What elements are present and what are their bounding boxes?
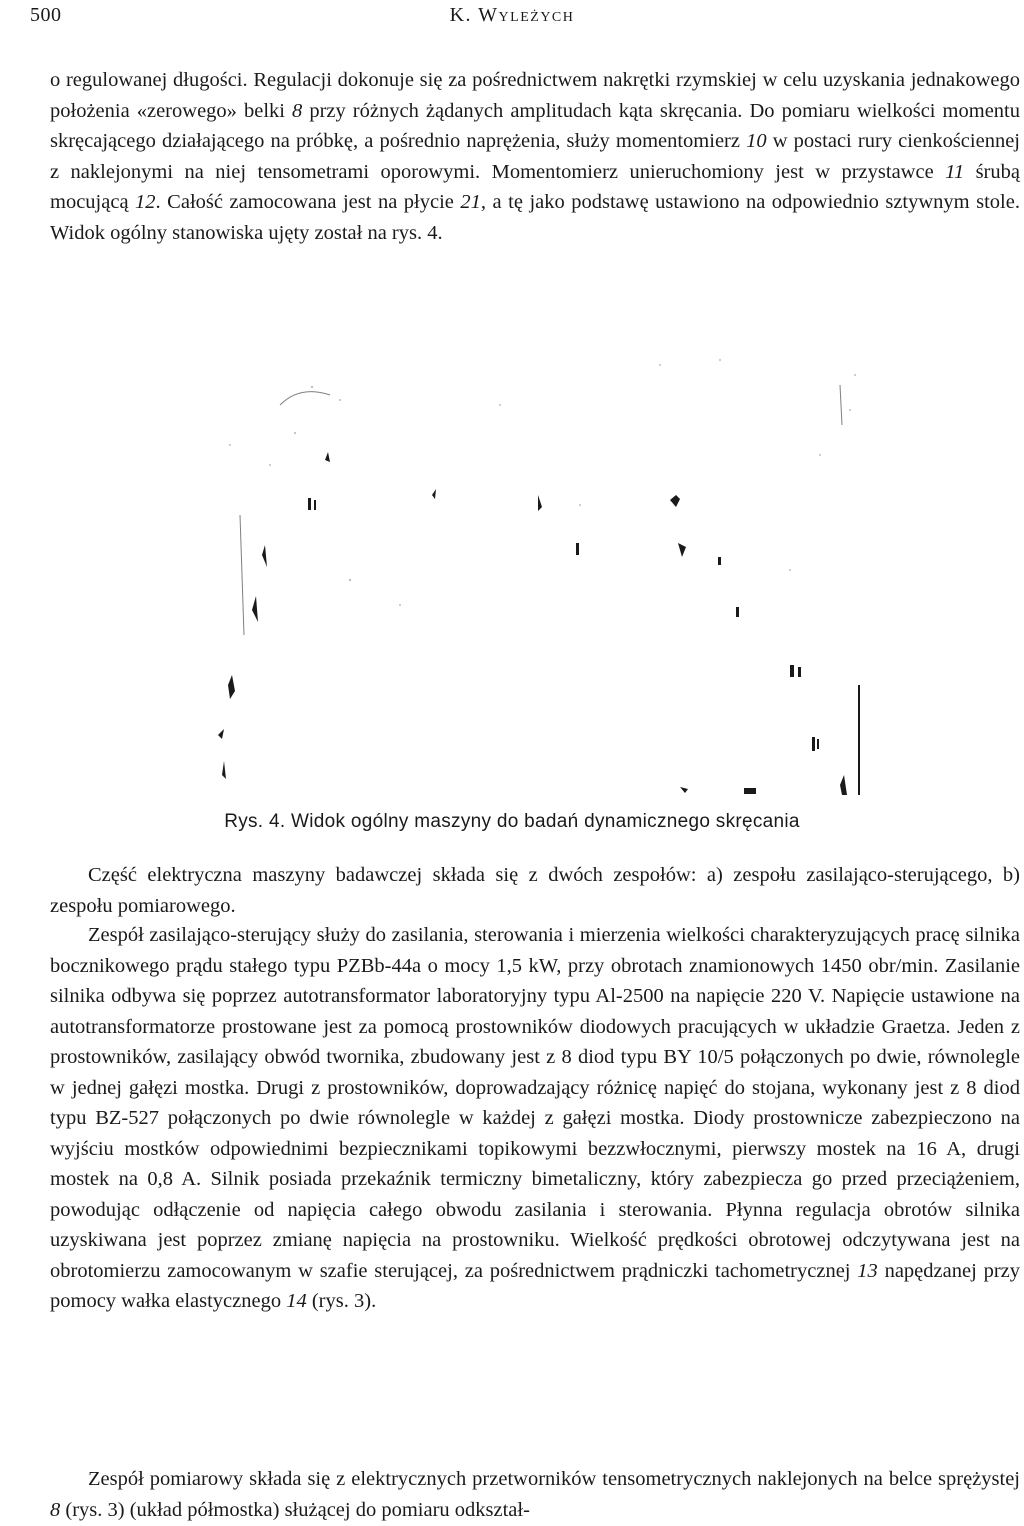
paragraph-2 (50, 860, 1020, 921)
text-run: Część elektryczna maszyny badawczej składa się z dwóch zespołów: a) zespołu zasilająco-sterującego, b) zespołu pomiarowego. (50, 864, 1020, 917)
text-run: Zespół pomiarowy składa się z elektrycznych przetworników tensometrycznych naklejonych na belce sprężystej (88, 1468, 1020, 1490)
reference-number: 12 (135, 191, 156, 213)
figure-caption: Rys. 4. Widok ogólny maszyny do badań dynamicznego skręcania (224, 811, 800, 832)
machine-photo-illustration (200, 345, 865, 805)
text-run: (rys. 3). (306, 1290, 377, 1312)
running-title: K. Wyleżych (449, 4, 575, 26)
text-run: w postaci rury cienkościennej z naklejonymi na niej tensometrami oporowymi. Momentomierz unieruchomiony jest w przystawce (50, 130, 1020, 183)
figure-photo (200, 345, 865, 805)
text-run: (rys. 3) (układ półmostka) służącej do pomiaru odkształ- (60, 1498, 530, 1521)
reference-number: 10 (746, 130, 767, 152)
text-run: przy różnych żądanych amplitudach kąta skręcania. Do pomiaru wielkości momentu skręcającego działającego na próbkę, a pośrednio naprężenia, służy momentomierz (50, 99, 1020, 152)
running-head (30, 4, 994, 34)
text-run: . Całość zamocowana jest na płycie (155, 191, 461, 213)
paragraph-1 (50, 65, 1020, 248)
paragraph-3 (50, 920, 1020, 1317)
reference-number: 11 (945, 160, 965, 183)
text-run: Zespół zasilająco-sterujący służy do zasilania, sterowania i mierzenia wielkości charakteryzujących pracę silnika bocznikowego prądu stałego typu PZBb-44a o mocy 1,5 kW, przy obrotach znamionowych 1450 obr/min. Zasilanie silnika odbywa się poprzez autotransformator laboratoryjny typu Al-2500 na napięcie 220 V. Napięcie ustawione na autotransformatorze prostowane jest za pomocą prostowników diodowych pracujących w układzie Graetza. Jeden z prostowników, zasilający obwód twornika, zbudowany jest z 8 diod typu BY 10/5 połączonych po dwie, równolegle w jednej gałęzi mostka. Drugi z prostowników, doprowadzający różnicę napięć do stojana, wykonany jest z 8 diod typu BZ-527 połączonych po dwie równolegle w każdej z gałęzi mostka. Diody prostownicze zabezpieczono na wyjściu mostków odpowiednimi bezpiecznikami topikowymi bezzwłocznymi, pierwszy mostek na 16 A, drugi mostek na 0,8 A. Silnik posiada przekaźnik termiczny bimetaliczny, który zabezpiecza go przed przeciążeniem, powodując odłączenie od napięcia całego obwodu zasilania i sterowania. Płynna regulacja obrotów silnika uzyskiwana jest poprzez zmianę napięcia na prostowniku. Wielkość prędkości obrotowej odczytywana jest na obrotomierzu zamocowanym w szafie sterującej, za pośrednictwem prądniczki tachometrycznej (50, 924, 1020, 1282)
paragraph-4 (50, 1464, 1020, 1525)
reference-number: 14 (286, 1290, 307, 1312)
page-number: 500 (30, 4, 62, 26)
text-run: śrubą mocującą (50, 160, 1020, 213)
text-run: napędzanej przy pomocy wałka elastycznego (50, 1259, 1020, 1312)
text-run: o regulowanej długości. Regulacji dokonuje się za pośrednictwem nakrętki rzymskiej w celu uzyskania jednakowego położenia «zerowego» belki (50, 69, 1020, 122)
reference-number: 13 (857, 1259, 878, 1282)
reference-number: 8 (50, 1498, 61, 1521)
reference-number: 21 (460, 191, 481, 213)
reference-number: 8 (292, 99, 303, 122)
text-run: , a tę jako podstawę ustawiono na odpowiednio sztywnym stole. Widok ogólny stanowiska ujęty został na rys. 4. (50, 191, 1020, 244)
